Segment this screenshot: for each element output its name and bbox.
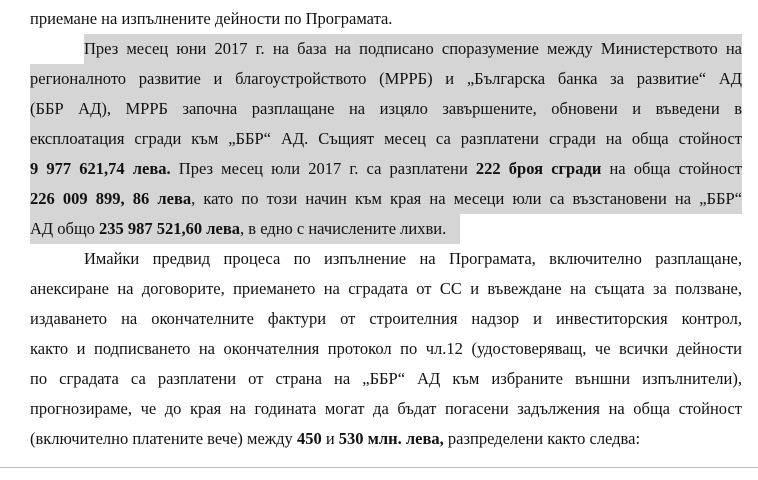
paragraph-text: анексиране на договорите, приемането на сградата от СС и въвеждане на същата за ползване, <box>30 279 742 298</box>
document-body <box>30 4 742 454</box>
paragraph-text: АД общо <box>30 219 100 238</box>
paragraph-text: (ББР АД), МРРБ започна разплащане на изцяло завършените, обновени и въведени в <box>30 99 742 118</box>
paragraph-line <box>30 334 742 364</box>
paragraph-line <box>30 424 742 454</box>
paragraph-text: регионалното развитие и благоустройството (МРРБ) и „Българска банка за развитие“ АД <box>30 69 742 88</box>
paragraph-line <box>30 214 742 244</box>
paragraph-text: Имайки предвид процеса по изпълнение на Програмата, включително разплащане, <box>84 249 742 268</box>
paragraph-line <box>30 364 742 394</box>
paragraph-line <box>30 94 742 124</box>
paragraph-text: През месец юли 2017 г. са разплатени <box>170 159 476 178</box>
paragraph-line <box>84 244 742 274</box>
amount-bold: 450 <box>296 429 322 448</box>
paragraph-text: както и подписването на окончателния протокол по чл.12 (удостоверяващ, че всички дейности <box>30 339 742 358</box>
paragraph-text: , като по този начин към края на месеци юли са възстановени на „ББР“ <box>191 189 742 208</box>
paragraph-text: издаването на окончателните фактури от строителния надзор и инвеститорския контрол, <box>30 309 742 328</box>
page-break-line <box>0 467 758 468</box>
paragraph-text: прогнозираме, че до края на годината могат да бъдат погасени задължения на обща стойност <box>30 399 742 418</box>
paragraph-line <box>30 4 742 34</box>
amount-bold: 530 млн. лева, <box>338 429 444 448</box>
paragraph-line <box>84 34 742 64</box>
paragraph-line <box>30 394 742 424</box>
paragraph-line <box>30 154 742 184</box>
paragraph-text: на обща стойност <box>601 159 743 178</box>
paragraph-text: През месец юни 2017 г. на база на подписано споразумение между Министерството на <box>84 39 742 58</box>
amount-bold: 9 977 621,74 лева. <box>30 159 171 178</box>
paragraph-text: експлоатация сгради към „ББР“ АД. Същият месец са разплатени сгради на обща стойност <box>30 129 742 148</box>
highlighted-paragraph <box>30 34 742 244</box>
paragraph-text: по сградата са разплатени от страна на „ББР“ АД към избраните външни изпълнители), <box>30 369 742 388</box>
paragraph-text: (включително платените вече) между <box>30 429 297 448</box>
amount-bold: 235 987 521,60 лева <box>99 219 241 238</box>
count-bold: 222 броя сгради <box>475 159 602 178</box>
paragraph-line <box>30 184 742 214</box>
paragraph-text: и <box>321 429 339 448</box>
paragraph-text: , в едно с начислените лихви. <box>240 219 447 238</box>
amount-bold: 226 009 899, 86 лева <box>30 189 192 208</box>
paragraph-line <box>30 124 742 154</box>
paragraph-text: приемане на изпълнените дейности по Програмата. <box>30 9 393 28</box>
paragraph-line <box>30 64 742 94</box>
paragraph-text: разпределени както следва: <box>443 429 641 448</box>
forecast-paragraph <box>30 244 742 454</box>
paragraph-line <box>30 304 742 334</box>
paragraph-line <box>30 274 742 304</box>
